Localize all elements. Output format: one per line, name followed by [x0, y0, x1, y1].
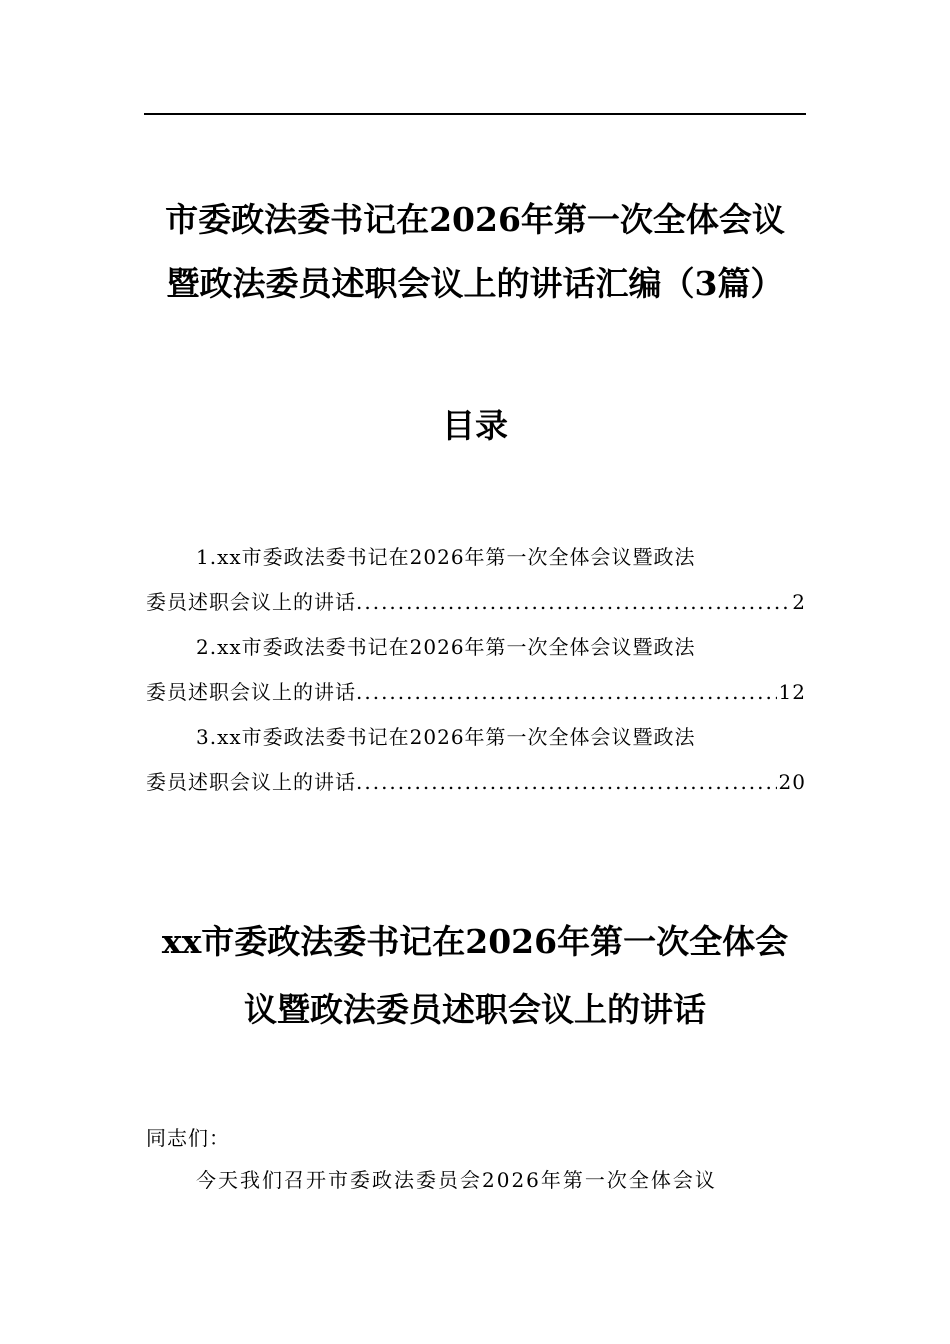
toc-leader-dots [356, 670, 777, 715]
toc-page-number: 20 [778, 770, 806, 794]
toc-entry-title: 2.xx市委政法委书记在2026年第一次全体会议暨政法 [196, 635, 696, 659]
toc-leader-dots [356, 760, 777, 805]
salutation: 同志们： [146, 1126, 230, 1150]
document-title-line-2: 暨政法委员述职会议上的讲话汇编（3篇） [166, 264, 784, 303]
document-title-line-1: 市委政法委书记在2026年第一次全体会议 [165, 200, 785, 239]
header-rule [144, 113, 806, 115]
toc-entry-title-cont: 委员述职会议上的讲话 [146, 680, 356, 704]
toc-leader-dots [356, 580, 790, 625]
document-title [144, 188, 806, 316]
toc-entry-title-cont: 委员述职会议上的讲话 [146, 590, 356, 614]
toc-entry-3[interactable] [146, 715, 806, 805]
table-of-contents [146, 535, 806, 805]
toc-entry-title: 3.xx市委政法委书记在2026年第一次全体会议暨政法 [196, 725, 696, 749]
toc-entry-title-cont: 委员述职会议上的讲话 [146, 770, 356, 794]
section-title-line-1: xx市委政法委书记在2026年第一次全体会 [161, 922, 789, 961]
toc-page-number: 12 [778, 680, 806, 704]
toc-heading: 目录 [442, 406, 508, 445]
toc-entry-title: 1.xx市委政法委书记在2026年第一次全体会议暨政法 [196, 545, 696, 569]
body-paragraph: 今天我们召开市委政法委员会2026年第一次全体会议 [196, 1168, 717, 1192]
toc-entry-2[interactable] [146, 625, 806, 715]
toc-entry-1[interactable] [146, 535, 806, 625]
section-title [144, 908, 806, 1044]
toc-page-number: 2 [792, 590, 806, 614]
section-title-line-2: 议暨政法委员述职会议上的讲话 [244, 990, 706, 1029]
